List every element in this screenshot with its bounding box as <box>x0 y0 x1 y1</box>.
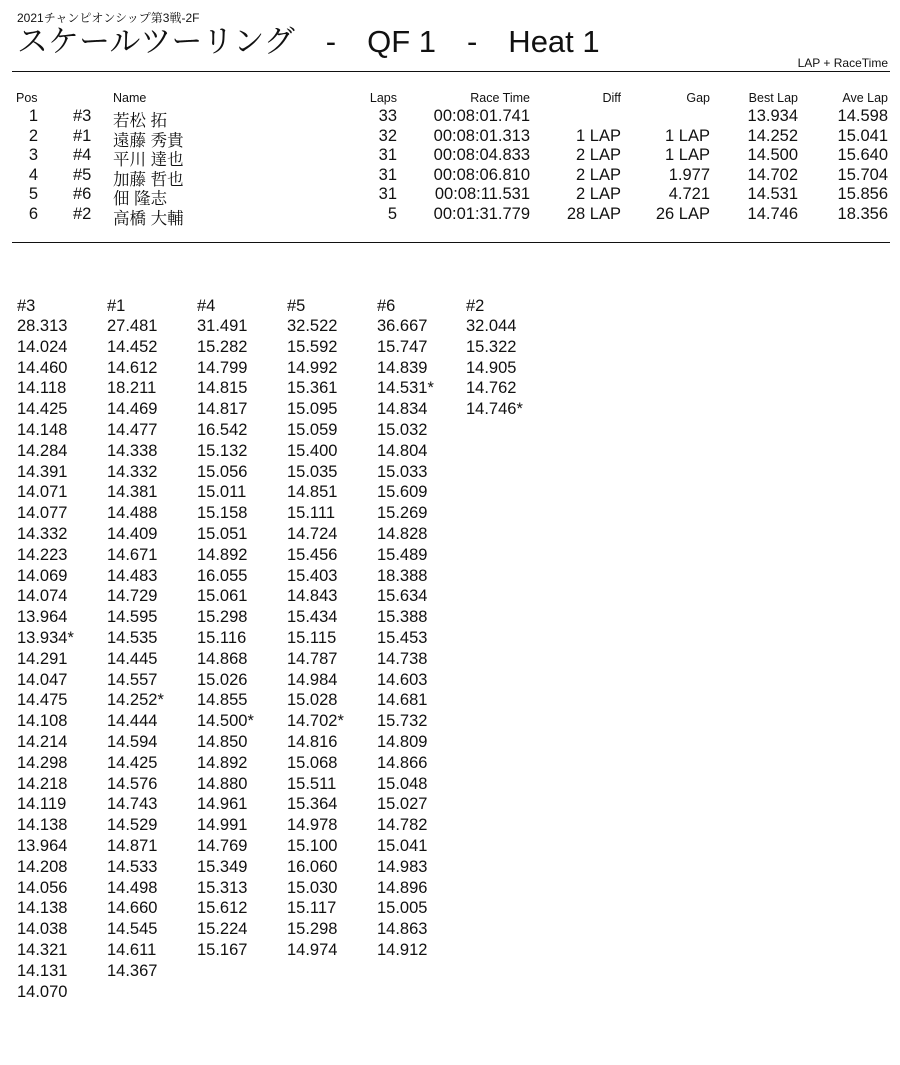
lap-time: 14.866 <box>377 753 428 772</box>
lap-time: 15.269 <box>377 504 428 523</box>
result-driver-name: 加藤 哲也 <box>113 170 184 189</box>
result-car-number: #3 <box>73 107 92 125</box>
lap-time: 14.855 <box>197 691 248 710</box>
lap-column <box>107 296 197 982</box>
lap-time: 28.313 <box>17 317 68 335</box>
lap-time: 14.961 <box>197 795 248 814</box>
lap-time: 14.445 <box>107 649 158 668</box>
lap-time: 14.077 <box>17 504 68 523</box>
results-divider <box>12 242 890 243</box>
lap-time: 14.724 <box>287 524 338 543</box>
lap-column <box>17 296 107 1002</box>
lap-time: 14.321 <box>17 940 68 959</box>
lap-time: 14.545 <box>107 920 158 939</box>
result-laps: 31 <box>378 165 397 184</box>
result-row <box>12 126 890 150</box>
result-car-number: #6 <box>73 185 92 203</box>
lap-time: 15.388 <box>377 608 428 627</box>
lap-column-header: #6 <box>377 297 396 315</box>
lap-time: 14.595 <box>107 608 158 627</box>
result-laps: 32 <box>378 126 397 145</box>
lap-time: 32.044 <box>466 317 517 335</box>
lap-time: 15.061 <box>197 587 248 606</box>
result-row <box>12 165 890 189</box>
header-diff: Diff <box>602 91 621 105</box>
lap-time: 14.332 <box>107 462 158 481</box>
result-diff: 2 LAP <box>576 165 621 184</box>
result-gap: 1.977 <box>668 165 710 184</box>
header-name: Name <box>113 91 147 105</box>
lap-time: 14.850 <box>197 732 248 751</box>
lap-time: 14.070 <box>17 982 68 1001</box>
lap-time: 15.612 <box>197 899 248 918</box>
result-race-time: 00:08:01.313 <box>433 126 530 145</box>
lap-time: 15.298 <box>197 608 248 627</box>
lap-time: 15.592 <box>287 337 338 356</box>
result-laps: 5 <box>387 204 397 223</box>
lap-time: 14.815 <box>197 379 248 398</box>
lap-time: 14.298 <box>17 753 68 772</box>
result-laps: 33 <box>378 107 397 125</box>
result-best-lap: 14.500 <box>747 146 798 164</box>
lap-time: 36.667 <box>377 317 428 335</box>
lap-time: 15.634 <box>377 587 428 606</box>
lap-time: 14.828 <box>377 524 428 543</box>
lap-time: 15.282 <box>197 337 248 356</box>
header-divider <box>12 71 890 72</box>
lap-time: 14.834 <box>377 400 428 419</box>
lap-time: 14.809 <box>377 732 428 751</box>
lap-time: 15.349 <box>197 857 248 876</box>
result-gap: 26 LAP <box>655 204 710 223</box>
lap-time: 14.880 <box>197 774 248 793</box>
lap-time: 14.071 <box>17 483 68 502</box>
lap-time: 16.060 <box>287 857 338 876</box>
result-ave-lap: 14.598 <box>837 107 888 125</box>
lap-time: 16.542 <box>197 420 248 439</box>
result-gap: 1 LAP <box>665 126 710 145</box>
lap-time: 14.863 <box>377 920 428 939</box>
lap-time: 14.804 <box>377 441 428 460</box>
lap-time: 14.332 <box>17 524 68 543</box>
lap-time: 14.762 <box>466 379 517 398</box>
result-pos: 2 <box>28 126 38 145</box>
lap-time: 15.132 <box>197 441 248 460</box>
lap-time: 14.148 <box>17 420 68 439</box>
lap-column-header: #3 <box>17 297 36 315</box>
lap-time: 15.051 <box>197 524 248 543</box>
lap-time: 14.047 <box>17 670 68 689</box>
lap-time: 14.782 <box>377 816 428 835</box>
lap-time: 14.533 <box>107 857 158 876</box>
lap-time: 14.284 <box>17 441 68 460</box>
lap-time: 14.983 <box>377 857 428 876</box>
lap-time: 15.489 <box>377 545 428 564</box>
result-ave-lap: 15.041 <box>837 126 888 145</box>
lap-column <box>197 296 287 961</box>
lap-time: 14.743 <box>107 795 158 814</box>
lap-time: 14.738 <box>377 649 428 668</box>
lap-time: 14.992 <box>287 358 338 377</box>
result-ave-lap: 18.356 <box>837 204 888 223</box>
lap-time: 14.444 <box>107 712 158 731</box>
lap-time: 15.298 <box>287 920 338 939</box>
lap-time: 14.529 <box>107 816 158 835</box>
lap-time: 14.576 <box>107 774 158 793</box>
result-ave-lap: 15.640 <box>837 146 888 164</box>
mode-label: LAP + RaceTime <box>797 56 888 70</box>
lap-time: 15.100 <box>287 836 338 855</box>
result-best-lap: 13.934 <box>747 107 798 125</box>
event-name: 2021チャンピオンシップ第3戦-2F <box>17 11 200 25</box>
lap-time: 14.425 <box>17 400 68 419</box>
result-row <box>12 107 890 130</box>
result-diff: 1 LAP <box>576 126 621 145</box>
lap-time: 14.851 <box>287 483 338 502</box>
lap-time: 13.964 <box>17 608 68 627</box>
result-driver-name: 遠藤 秀貴 <box>113 131 184 150</box>
result-pos: 1 <box>28 107 38 125</box>
lap-time: 14.702* <box>287 712 344 731</box>
header-ave-lap: Ave Lap <box>842 91 888 105</box>
lap-time: 14.991 <box>197 816 248 835</box>
lap-time: 15.732 <box>377 712 428 731</box>
lap-time: 15.456 <box>287 545 338 564</box>
lap-time: 15.111 <box>287 504 336 523</box>
lap-time: 15.511 <box>287 774 337 793</box>
lap-time: 14.984 <box>287 670 338 689</box>
lap-time: 14.069 <box>17 566 68 585</box>
lap-time: 15.313 <box>197 878 248 897</box>
lap-time: 14.671 <box>107 545 158 564</box>
results-table <box>12 91 890 228</box>
lap-time: 15.322 <box>466 337 517 356</box>
lap-time: 31.491 <box>197 317 248 335</box>
lap-time: 14.729 <box>107 587 158 606</box>
lap-time: 14.381 <box>107 483 158 502</box>
lap-time: 14.409 <box>107 524 158 543</box>
lap-time: 15.027 <box>377 795 428 814</box>
lap-time: 14.024 <box>17 337 68 356</box>
result-diff: 28 LAP <box>566 204 621 223</box>
result-race-time: 00:08:06.810 <box>433 165 530 184</box>
lap-time: 14.138 <box>17 816 68 835</box>
header-best-lap: Best Lap <box>748 91 798 105</box>
lap-time: 14.974 <box>287 940 338 959</box>
lap-time: 14.477 <box>107 420 158 439</box>
lap-column <box>287 296 377 961</box>
header-race-time: Race Time <box>470 91 530 105</box>
lap-time: 14.475 <box>17 691 68 710</box>
lap-time: 14.483 <box>107 566 158 585</box>
result-best-lap: 14.746 <box>747 204 798 223</box>
lap-time: 18.388 <box>377 566 428 585</box>
result-race-time: 00:08:11.531 <box>434 185 530 203</box>
result-race-time: 00:01:31.779 <box>433 204 530 223</box>
result-driver-name: 佃 隆志 <box>113 190 168 208</box>
header-gap: Gap <box>686 91 710 105</box>
result-pos: 4 <box>28 165 38 184</box>
lap-time: 15.115 <box>287 628 337 647</box>
lap-time: 15.030 <box>287 878 338 897</box>
lap-time: 14.425 <box>107 753 158 772</box>
lap-column-header: #5 <box>287 297 306 315</box>
lap-time: 14.038 <box>17 920 68 939</box>
lap-time: 15.059 <box>287 420 338 439</box>
lap-time: 15.364 <box>287 795 338 814</box>
lap-time: 14.452 <box>107 337 158 356</box>
lap-time: 13.964 <box>17 836 68 855</box>
lap-time: 14.535 <box>107 628 158 647</box>
result-driver-name: 平川 達也 <box>113 151 184 169</box>
results-header-row <box>12 91 890 107</box>
lap-time: 14.074 <box>17 587 68 606</box>
lap-time: 14.660 <box>107 899 158 918</box>
lap-column-header: #4 <box>197 297 216 315</box>
lap-time: 14.839 <box>377 358 428 377</box>
lap-time: 14.871 <box>107 836 158 855</box>
lap-time: 15.011 <box>197 483 247 502</box>
lap-time: 14.056 <box>17 878 68 897</box>
lap-time: 15.403 <box>287 566 338 585</box>
lap-time: 14.488 <box>107 504 158 523</box>
lap-time: 15.068 <box>287 753 338 772</box>
lap-time: 15.167 <box>197 940 248 959</box>
result-row <box>12 204 890 228</box>
lap-time: 15.056 <box>197 462 248 481</box>
lap-time: 13.934* <box>17 628 74 647</box>
lap-time: 14.469 <box>107 400 158 419</box>
lap-time: 14.208 <box>17 857 68 876</box>
lap-time: 14.787 <box>287 649 338 668</box>
lap-time: 15.005 <box>377 899 428 918</box>
lap-time: 15.747 <box>377 337 428 356</box>
lap-time: 14.681 <box>377 691 428 710</box>
lap-time: 14.978 <box>287 816 338 835</box>
lap-time: 14.218 <box>17 774 68 793</box>
result-car-number: #4 <box>73 146 92 164</box>
header-laps: Laps <box>369 91 397 105</box>
lap-time: 15.095 <box>287 400 338 419</box>
lap-time: 14.119 <box>17 795 67 814</box>
result-gap: 4.721 <box>668 185 710 203</box>
lap-time: 15.117 <box>287 899 337 918</box>
lap-time: 15.035 <box>287 462 338 481</box>
lap-column <box>377 296 467 961</box>
lap-time: 15.361 <box>287 379 338 398</box>
result-pos: 5 <box>28 185 38 203</box>
result-car-number: #2 <box>73 204 92 223</box>
lap-column-header: #1 <box>107 297 126 315</box>
lap-time: 15.434 <box>287 608 338 627</box>
lap-time: 14.912 <box>377 940 428 959</box>
lap-time: 14.868 <box>197 649 248 668</box>
lap-time: 14.391 <box>17 462 68 481</box>
lap-time: 14.611 <box>107 940 157 959</box>
lap-time: 14.531* <box>377 379 434 398</box>
lap-time: 14.498 <box>107 878 158 897</box>
result-ave-lap: 15.704 <box>837 165 888 184</box>
lap-time: 18.211 <box>107 379 157 398</box>
lap-column <box>466 296 556 420</box>
lap-time: 27.481 <box>107 317 158 335</box>
lap-time: 14.769 <box>197 836 248 855</box>
lap-time: 15.028 <box>287 691 338 710</box>
lap-time: 14.905 <box>466 358 517 377</box>
result-best-lap: 14.252 <box>747 126 798 145</box>
lap-time: 14.367 <box>107 961 158 980</box>
lap-time: 15.609 <box>377 483 428 502</box>
lap-time: 15.026 <box>197 670 248 689</box>
result-race-time: 00:08:01.741 <box>433 107 530 125</box>
lap-time: 14.816 <box>287 732 338 751</box>
lap-time: 14.594 <box>107 732 158 751</box>
result-row <box>12 146 890 169</box>
result-best-lap: 14.702 <box>747 165 798 184</box>
lap-time: 15.041 <box>377 836 428 855</box>
lap-time: 14.118 <box>17 379 67 398</box>
lap-time: 14.108 <box>17 712 68 731</box>
header-pos: Pos <box>16 91 38 105</box>
result-car-number: #1 <box>73 126 92 145</box>
lap-time: 14.612 <box>107 358 158 377</box>
result-best-lap: 14.531 <box>747 185 798 203</box>
result-driver-name: 高橋 大輔 <box>113 209 184 228</box>
lap-time: 14.291 <box>17 649 68 668</box>
lap-time: 14.338 <box>107 441 158 460</box>
lap-time: 15.453 <box>377 628 428 647</box>
result-laps: 31 <box>378 185 397 203</box>
result-car-number: #5 <box>73 165 92 184</box>
lap-column-header: #2 <box>466 297 485 315</box>
result-gap: 1 LAP <box>665 146 710 164</box>
lap-time: 14.843 <box>287 587 338 606</box>
result-pos: 3 <box>28 146 38 164</box>
lap-time: 32.522 <box>287 317 338 335</box>
lap-time: 14.131 <box>17 961 68 980</box>
result-driver-name: 若松 拓 <box>113 112 168 130</box>
lap-time: 14.138 <box>17 899 68 918</box>
lap-time: 14.603 <box>377 670 428 689</box>
lap-time: 14.500* <box>197 712 254 731</box>
lap-time: 14.892 <box>197 753 248 772</box>
result-diff: 2 LAP <box>576 146 621 164</box>
result-race-time: 00:08:04.833 <box>433 146 530 164</box>
lap-time: 15.158 <box>197 504 248 523</box>
lap-time: 15.116 <box>197 628 247 647</box>
lap-time: 15.048 <box>377 774 428 793</box>
result-laps: 31 <box>378 146 397 164</box>
lap-time: 14.252* <box>107 691 164 710</box>
lap-time: 15.400 <box>287 441 338 460</box>
lap-time: 14.892 <box>197 545 248 564</box>
lap-time: 16.055 <box>197 566 248 585</box>
result-row <box>12 185 890 208</box>
lap-time: 14.799 <box>197 358 248 377</box>
lap-time: 14.460 <box>17 358 68 377</box>
lap-time: 15.032 <box>377 420 428 439</box>
lap-time: 14.214 <box>17 732 68 751</box>
lap-time: 15.224 <box>197 920 248 939</box>
lap-time: 14.746* <box>466 400 523 419</box>
lap-time: 14.817 <box>197 400 248 419</box>
lap-time: 14.223 <box>17 545 68 564</box>
lap-time: 15.033 <box>377 462 428 481</box>
result-ave-lap: 15.856 <box>837 185 888 203</box>
result-pos: 6 <box>28 204 38 223</box>
lap-time: 14.896 <box>377 878 428 897</box>
page-title: スケールツーリング - QF 1 - Heat 1 <box>17 24 600 59</box>
result-diff: 2 LAP <box>576 185 621 203</box>
lap-time: 14.557 <box>107 670 158 689</box>
